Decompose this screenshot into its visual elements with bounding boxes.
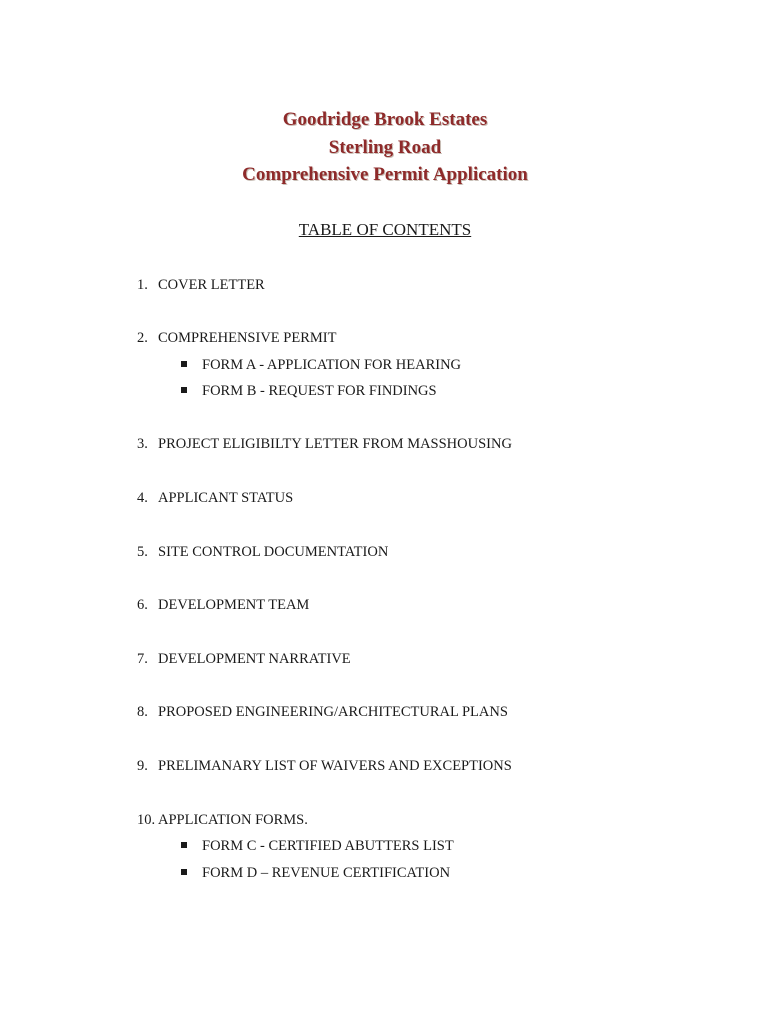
toc-item-applicant-status	[137, 489, 293, 507]
title-project-name: Goodridge Brook Estates	[282, 109, 488, 130]
toc-item-development-narrative	[137, 650, 351, 668]
toc-item-engineering-plans	[137, 703, 508, 721]
toc-item-development-team	[137, 596, 309, 614]
toc-item-waivers	[137, 757, 512, 775]
toc-item-number: 7.	[137, 651, 148, 667]
toc-item-label: PROJECT ELIGIBILTY LETTER FROM MASSHOUSING	[158, 436, 512, 452]
toc-item-label: SITE CONTROL DOCUMENTATION	[158, 544, 389, 560]
toc-item-label: APPLICANT STATUS	[158, 490, 294, 506]
toc-subitem-label: FORM D – REVENUE CERTIFICATION	[202, 865, 451, 881]
toc-item-eligibility-letter	[137, 435, 512, 453]
toc-subitem-label: FORM A - APPLICATION FOR HEARING	[202, 357, 462, 373]
title-application: Comprehensive Permit Application	[242, 164, 528, 185]
toc-item-site-control	[137, 543, 388, 561]
toc-subitem-label: FORM C - CERTIFIED ABUTTERS LIST	[202, 838, 454, 854]
document-title	[0, 106, 770, 189]
toc-item-application-forms	[137, 811, 308, 829]
toc-item-number: 6.	[137, 597, 148, 613]
toc-subitem-form-a	[181, 356, 461, 374]
toc-item-label: PROPOSED ENGINEERING/ARCHITECTURAL PLANS	[158, 704, 508, 720]
square-bullet-icon	[181, 869, 187, 875]
square-bullet-icon	[181, 361, 187, 367]
square-bullet-icon	[181, 387, 187, 393]
toc-item-cover-letter	[137, 276, 265, 294]
toc-subitem-label: FORM B - REQUEST FOR FINDINGS	[202, 383, 437, 399]
toc-item-number: 2.	[137, 330, 148, 346]
toc-item-label: COMPREHENSIVE PERMIT	[158, 330, 337, 346]
toc-item-label: COVER LETTER	[158, 277, 265, 293]
toc-item-label: DEVELOPMENT NARRATIVE	[158, 651, 351, 667]
toc-item-number: 5.	[137, 544, 148, 560]
toc-item-number: 4.	[137, 490, 148, 506]
toc-item-label: PRELIMANARY LIST OF WAIVERS AND EXCEPTIONS	[158, 758, 512, 774]
title-location: Sterling Road	[328, 136, 442, 158]
square-bullet-icon	[181, 842, 187, 848]
toc-item-number: 3.	[137, 436, 148, 452]
toc-item-label: APPLICATION FORMS.	[158, 812, 308, 828]
toc-item-comprehensive-permit	[137, 329, 336, 347]
toc-item-number: 10.	[137, 812, 156, 828]
toc-subitem-form-b	[181, 382, 437, 400]
toc-subitem-form-d	[181, 864, 450, 882]
toc-item-number: 1.	[137, 277, 148, 293]
toc-item-number: 8.	[137, 704, 148, 720]
toc-item-number: 9.	[137, 758, 148, 774]
toc-heading: TABLE OF CONTENTS	[298, 220, 472, 239]
toc-subitem-form-c	[181, 837, 454, 855]
toc-item-label: DEVELOPMENT TEAM	[158, 597, 310, 613]
